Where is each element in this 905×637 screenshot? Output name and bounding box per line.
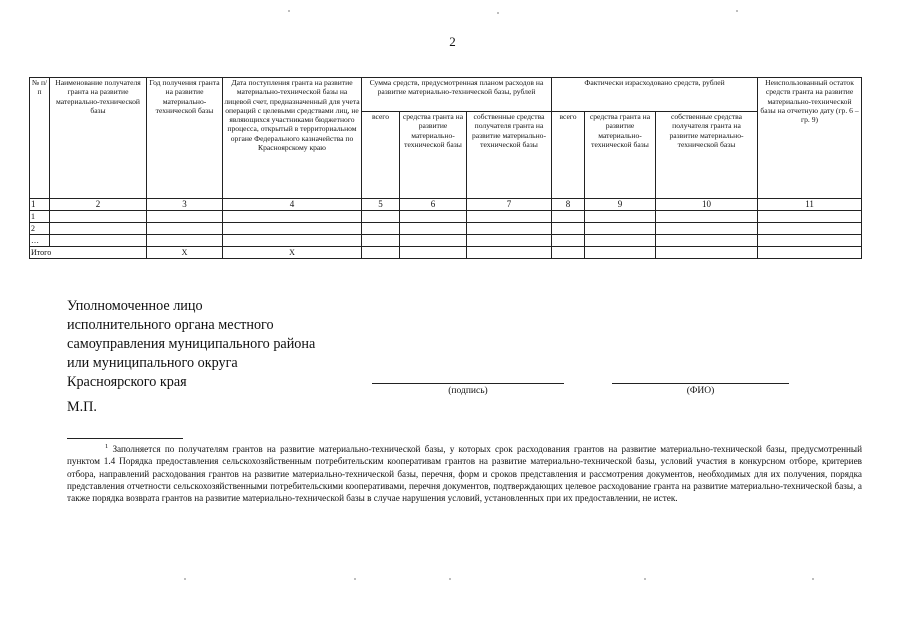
column-number: 2 bbox=[50, 199, 147, 211]
column-number: 1 bbox=[30, 199, 50, 211]
stamp-place: М.П. bbox=[67, 399, 97, 415]
row-number: 2 bbox=[30, 223, 50, 235]
header-cell-number: № п/п bbox=[30, 78, 50, 199]
signature-line bbox=[372, 383, 564, 384]
scan-speck bbox=[449, 578, 451, 580]
column-number: 7 bbox=[467, 199, 552, 211]
scan-speck bbox=[288, 10, 290, 12]
column-number: 9 bbox=[585, 199, 656, 211]
scan-speck bbox=[736, 10, 738, 12]
column-number: 6 bbox=[400, 199, 467, 211]
header-cell-planned-total: всего bbox=[362, 112, 400, 199]
header-cell-receipt-date: Дата поступления гранта на развитие материально-технической базы на лицевой счет, предназначенный для учета операций с целевыми средствами лиц, не являющихся участниками бюджетного процесса, открытый в территориальном органе Федерального казначейства по Красноярскому краю bbox=[223, 78, 362, 199]
column-number: 11 bbox=[758, 199, 862, 211]
scan-speck bbox=[184, 578, 186, 580]
header-cell-recipient: Наименование получателя гранта на развитие материально-технической базы bbox=[50, 78, 147, 199]
footnote-separator bbox=[67, 438, 183, 439]
column-number: 4 bbox=[223, 199, 362, 211]
footnote bbox=[67, 443, 862, 504]
authorized-person-line: самоуправления муниципального района bbox=[67, 336, 316, 352]
row-number: 1 bbox=[30, 211, 50, 223]
header-cell-actual-grant: средства гранта на развитие материально-технической базы bbox=[585, 112, 656, 199]
column-number: 10 bbox=[656, 199, 758, 211]
name-line bbox=[612, 383, 789, 384]
header-cell-planned-own: собственные средства получателя гранта на развитие материально-технической базы bbox=[467, 112, 552, 199]
authorized-person-line: Уполномоченное лицо bbox=[67, 298, 203, 314]
signature-caption: (подпись) bbox=[448, 386, 488, 396]
report-table bbox=[29, 77, 862, 259]
total-label: Итого bbox=[30, 247, 147, 259]
authorized-person-block bbox=[67, 297, 315, 392]
name-caption: (ФИО) bbox=[686, 386, 715, 396]
column-number: 5 bbox=[362, 199, 400, 211]
footnote-marker: 1 bbox=[105, 443, 109, 450]
header-cell-grant-year: Год получения гранта на развитие материально-технической базы bbox=[147, 78, 223, 199]
scan-speck bbox=[812, 578, 814, 580]
total-row bbox=[30, 247, 862, 259]
authorized-person-line: или муниципального округа bbox=[67, 355, 238, 371]
header-cell-actual-own: собственные средства получателя гранта на развитие материально-технической базы bbox=[656, 112, 758, 199]
column-number-row bbox=[30, 199, 862, 211]
scan-speck bbox=[644, 578, 646, 580]
header-cell-planned-grant: средства гранта на развитие материально-технической базы bbox=[400, 112, 467, 199]
header-cell-unused-balance: Неиспользованный остаток средств гранта на развитие материально-технической базы на отчетную дату (гр. 6 – гр. 9) bbox=[758, 78, 862, 199]
scan-speck bbox=[354, 578, 356, 580]
column-number: 3 bbox=[147, 199, 223, 211]
table-row bbox=[30, 223, 862, 235]
authorized-person-line: Красноярского края bbox=[67, 374, 187, 390]
scan-speck bbox=[497, 12, 499, 14]
header-group-actual: Фактически израсходовано средств, рублей bbox=[552, 78, 758, 112]
header-group-planned: Сумма средств, предусмотренная планом расходов на развитие материально-технической базы, рублей bbox=[362, 78, 552, 112]
row-number: … bbox=[30, 235, 50, 247]
footnote-text: Заполняется по получателям грантов на развитие материально-технической базы, у которых срок расходования грантов на развитие материально-технической базы, предусмотренный пунктом 1.4 Порядка предоставления сельскохозяйственным потребительским кооперативам грантов на развитие материально-технической базы, условий участия в конкурсном отборе, критериев отбора, направлений расходования грантов на развитие материально-технической базы, перечня, форм и сроков представления и рассмотрения документов, необходимых для их получения, порядка представления отчетности сельскохозяйственными потребительскими кооперативами, перечня документов, подтверждающих целевое расходование гранта на развитие материально-технической базы, а также порядка возврата грантов на развитие материально-технической базы в случае нарушения условий, установленных при их предоставлении, не истек. bbox=[67, 444, 862, 504]
total-cell-date: X bbox=[223, 247, 362, 259]
authorized-person-line: исполнительного органа местного bbox=[67, 317, 274, 333]
total-cell-year: X bbox=[147, 247, 223, 259]
header-row bbox=[30, 78, 862, 112]
table-row bbox=[30, 235, 862, 247]
header-cell-actual-total: всего bbox=[552, 112, 585, 199]
table-row bbox=[30, 211, 862, 223]
column-number: 8 bbox=[552, 199, 585, 211]
page-number: 2 bbox=[449, 34, 456, 49]
